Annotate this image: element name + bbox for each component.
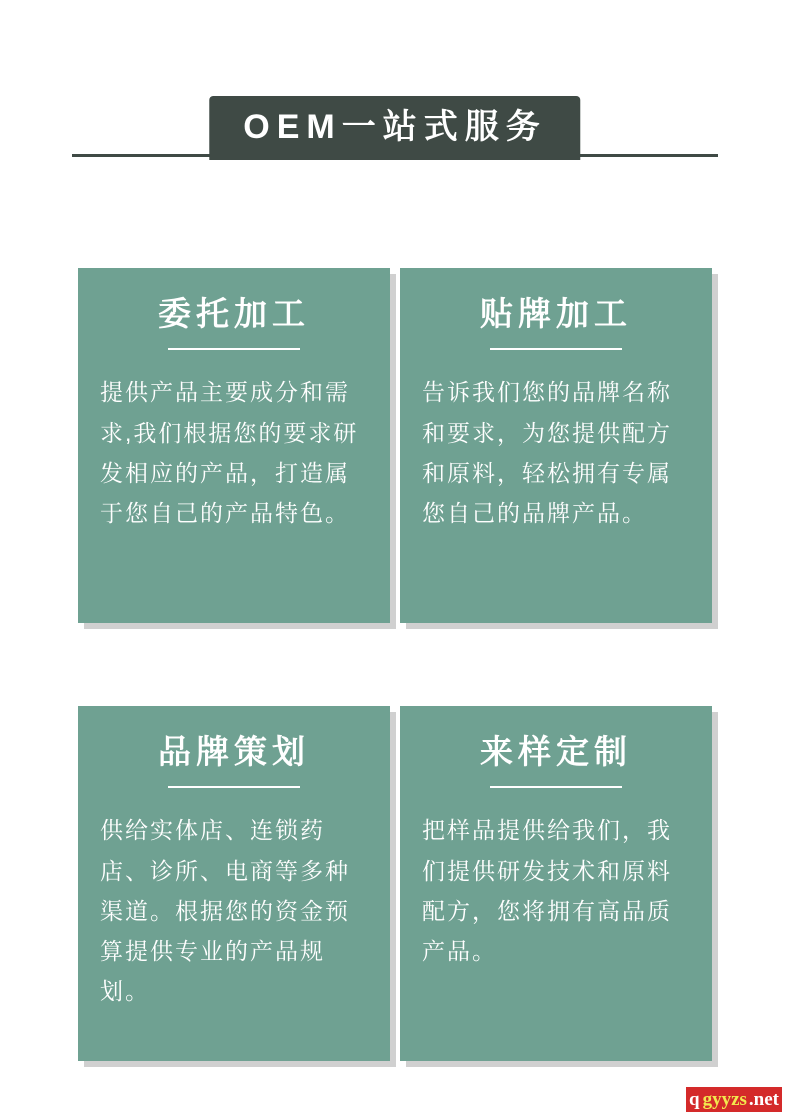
watermark-part-3: .net [748, 1087, 782, 1112]
card-title: 品牌策划 [158, 733, 310, 770]
card-title-divider [168, 786, 300, 788]
service-card-oem-branding [400, 268, 712, 623]
card-title-divider [490, 348, 622, 350]
card-body-text: 提供产品主要成分和需求,我们根据您的要求研发相应的产品，打造属于您自己的产品特色。 [100, 379, 359, 527]
service-card-grid [78, 268, 712, 1061]
card-title-divider [168, 348, 300, 350]
site-watermark [686, 1087, 782, 1112]
card-title: 贴牌加工 [480, 295, 632, 332]
service-card-brand-planning [78, 706, 390, 1061]
page-header [0, 0, 790, 180]
card-title: 来样定制 [480, 733, 632, 770]
service-card-sample-customization [400, 706, 712, 1061]
card-body-text: 把样品提供给我们，我们提供研发技术和原料配方，您将拥有高品质产品。 [422, 817, 672, 965]
watermark-part-1: q [686, 1087, 702, 1112]
service-card-entrusted-processing [78, 268, 390, 623]
card-title: 委托加工 [158, 295, 310, 332]
card-body-text: 供给实体店、连锁药店、诊所、电商等多种渠道。根据您的资金预算提供专业的产品规划。 [100, 817, 350, 1005]
card-title-divider [490, 786, 622, 788]
card-body-text: 告诉我们您的品牌名称和要求，为您提供配方和原料，轻松拥有专属您自己的品牌产品。 [422, 379, 672, 527]
page-title: OEM一站式服务 [209, 96, 580, 160]
watermark-part-2: gyyzs [702, 1089, 747, 1110]
